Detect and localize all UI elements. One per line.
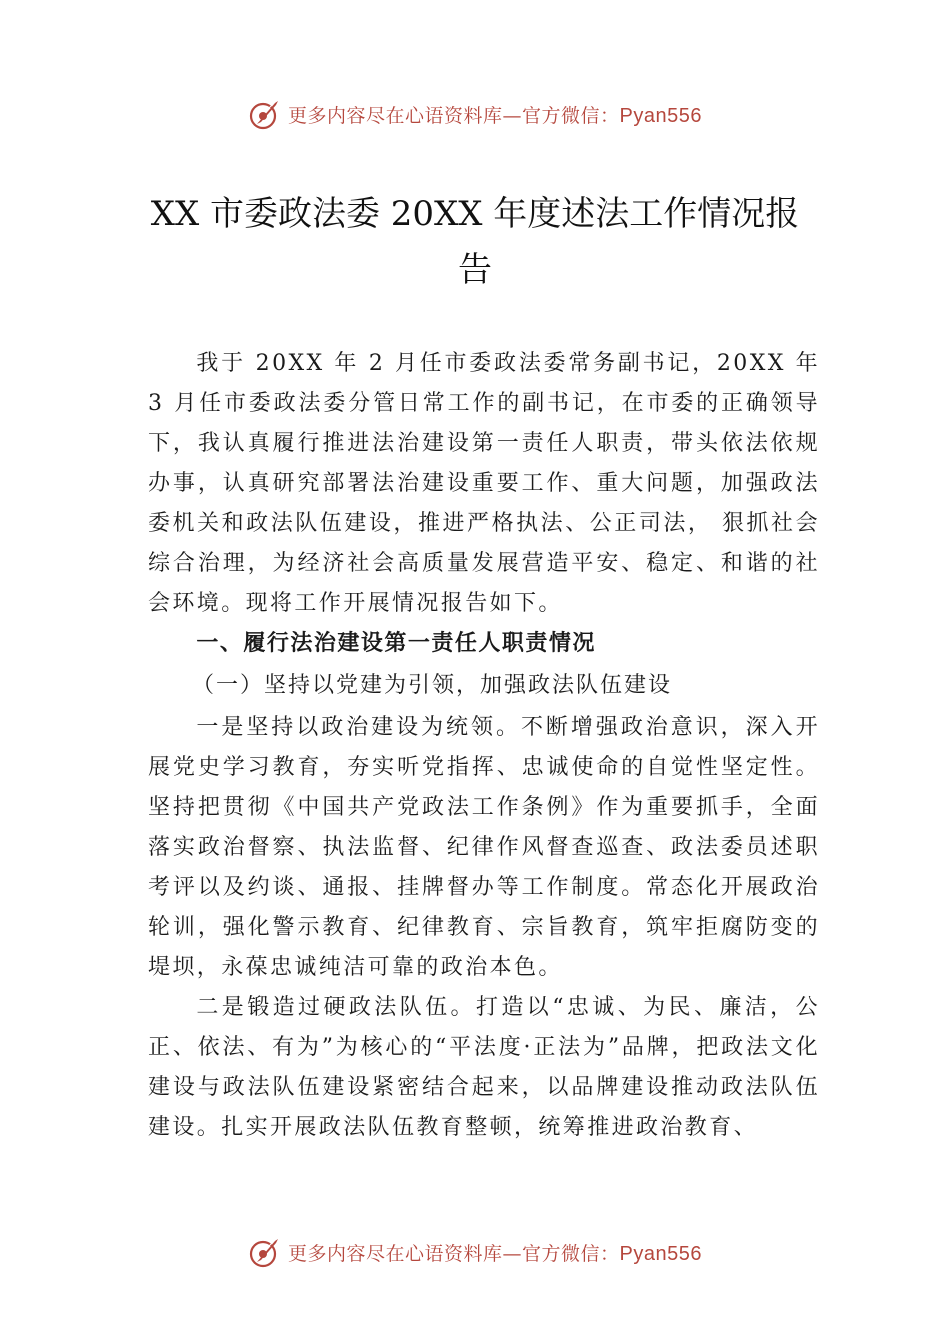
subsection-heading: （一）坚持以党建为引领，加强政法队伍建设 bbox=[192, 673, 673, 698]
quill-seal-icon bbox=[248, 97, 282, 131]
document-body bbox=[148, 344, 820, 1148]
watermark-header bbox=[0, 94, 950, 134]
intro-paragraph: 我于 20XX 年 2 月任市委政法委常务副书记，20XX 年 3 月任市委政法委分管日常工作的副书记，在市委的正确领导下，我认真履行推进法治建设第一责任人职责，带头依法依规办事，认真研究部署法治建设重要工作、重大问题，加强政法委机关和政法队伍建设，推进严格执法、公正司法， 狠抓社会综合治理，为经济社会高质量发展营造平安、稳定、和谐的社会环境。现将工作开展情况报告如下。 bbox=[148, 351, 820, 616]
watermark-footer bbox=[0, 1232, 950, 1272]
document-title: XX 市委政法委 20XX 年度述法工作情况报告 bbox=[150, 194, 800, 290]
quill-seal-icon bbox=[248, 1235, 282, 1269]
body-paragraph-2: 二是锻造过硬政法队伍。打造以“忠诚、为民、廉洁，公正、依法、有为”为核心的“平法度·正法为”品牌，把政法文化建设与政法队伍建设紧密结合起来，以品牌建设推动政法队伍建设。扎实开展政法队伍教育整顿，统筹推进政治教育、 bbox=[148, 995, 820, 1140]
watermark-text: 更多内容尽在心语资料库—官方微信：Pyan556 bbox=[288, 1242, 702, 1265]
section-heading: 一、履行法治建设第一责任人职责情况 bbox=[196, 631, 596, 656]
watermark-text: 更多内容尽在心语资料库—官方微信：Pyan556 bbox=[288, 104, 702, 127]
body-paragraph-1: 一是坚持以政治建设为统领。不断增强政治意识，深入开展党史学习教育，夯实听党指挥、忠诚使命的自觉性坚定性。坚持把贯彻《中国共产党政法工作条例》作为重要抓手，全面落实政治督察、执法监督、纪律作风督查巡查、政法委员述职考评以及约谈、通报、挂牌督办等工作制度。常态化开展政治轮训，强化警示教育、纪律教育、宗旨教育，筑牢拒腐防变的堤坝，永葆忠诚纯洁可靠的政治本色。 bbox=[148, 715, 820, 980]
